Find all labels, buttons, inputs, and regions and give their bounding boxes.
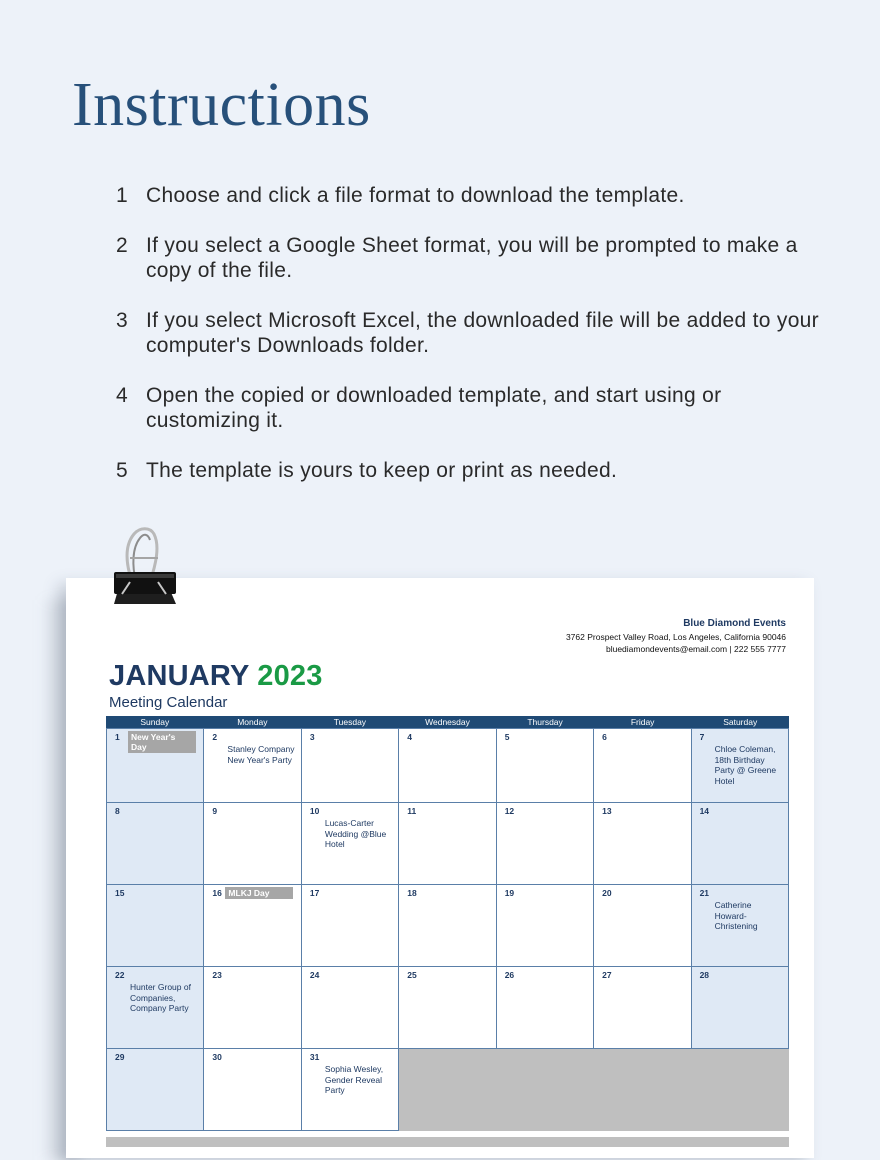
day-number: 13	[602, 806, 612, 816]
day-cell[interactable]	[497, 885, 594, 967]
day-cell[interactable]	[302, 967, 399, 1049]
instruction-step	[116, 383, 836, 433]
calendar-sheet	[66, 578, 814, 1158]
instruction-step	[116, 458, 836, 483]
day-number: 21	[699, 888, 710, 898]
day-number: 9	[212, 806, 218, 816]
day-cell[interactable]	[302, 1049, 399, 1131]
day-cell[interactable]	[107, 885, 204, 967]
weekday-label: Monday	[237, 717, 268, 727]
day-number: 20	[602, 888, 612, 898]
instruction-step	[116, 233, 836, 283]
day-cell[interactable]	[204, 885, 301, 967]
day-cell[interactable]	[399, 729, 496, 803]
empty-row-strip	[106, 1137, 789, 1147]
day-cell[interactable]	[107, 729, 204, 803]
step-text: Choose and click a file format to download the template.	[146, 184, 685, 207]
day-cell[interactable]	[107, 1049, 204, 1131]
month-heading	[109, 660, 323, 693]
day-number: 5	[504, 732, 510, 742]
day-number: 17	[309, 888, 320, 898]
day-cell[interactable]	[399, 967, 496, 1049]
step-number: 3	[116, 309, 128, 332]
year: 2023	[257, 660, 323, 692]
day-number: 18	[407, 888, 417, 898]
company-name: Blue Diamond Events	[683, 618, 786, 629]
day-number: 8	[115, 806, 120, 816]
weekday-label: Thursday	[527, 717, 563, 727]
calendar-grid	[106, 716, 789, 1131]
day-grid	[106, 728, 789, 1131]
day-cell[interactable]	[204, 967, 301, 1049]
day-cell[interactable]	[594, 803, 691, 885]
day-cell[interactable]	[594, 729, 691, 803]
day-number: 1	[115, 732, 120, 742]
day-number: 28	[699, 970, 710, 980]
day-cell[interactable]	[302, 885, 399, 967]
day-cell[interactable]	[692, 885, 789, 967]
weekday-label: Saturday	[723, 717, 758, 727]
event-text: Sophia Wesley, Gender Reveal Party	[324, 1064, 384, 1095]
day-number: 27	[602, 970, 612, 980]
holiday-label: New Year's Day	[128, 731, 196, 753]
day-cell[interactable]	[594, 967, 691, 1049]
day-number: 4	[407, 732, 413, 742]
weekday-header	[106, 716, 789, 728]
day-cell[interactable]	[302, 729, 399, 803]
step-number: 5	[116, 459, 128, 482]
day-cell[interactable]	[204, 1049, 301, 1131]
weekday-label: Tuesday	[333, 717, 367, 727]
company-address: 3762 Prospect Valley Road, Los Angeles, California 90046	[565, 631, 786, 642]
day-number: 30	[212, 1052, 222, 1062]
day-cell[interactable]	[399, 885, 496, 967]
calendar-subtitle: Meeting Calendar	[109, 694, 228, 711]
day-number: 2	[212, 732, 218, 742]
event-text: Lucas-Carter Wedding @Blue Hotel	[324, 818, 387, 849]
day-number: 15	[115, 888, 125, 898]
day-number: 24	[309, 970, 320, 980]
weekday-label: Sunday	[140, 717, 170, 727]
page-title: Instructions	[72, 71, 371, 139]
empty-cell	[399, 1049, 789, 1131]
event-text: Hunter Group of Companies, Company Party	[130, 982, 191, 1013]
weekday-label: Friday	[630, 717, 655, 727]
step-text: If you select Microsoft Excel, the downloaded file will be added to your computer's Downloads folder.	[146, 309, 819, 357]
step-text: The template is yours to keep or print as needed.	[146, 459, 618, 482]
day-number: 29	[115, 1052, 125, 1062]
instruction-step	[116, 183, 836, 208]
day-number: 31	[309, 1052, 320, 1062]
day-cell[interactable]	[594, 885, 691, 967]
day-cell[interactable]	[107, 803, 204, 885]
instruction-step	[116, 308, 836, 358]
binder-clip-icon	[106, 524, 182, 614]
day-number: 16	[212, 888, 222, 898]
day-number: 12	[504, 806, 515, 816]
company-contact: bluediamondevents@email.com | 222 555 7777	[605, 644, 786, 654]
day-cell[interactable]	[302, 803, 399, 885]
step-number: 4	[116, 384, 128, 407]
step-text: Open the copied or downloaded template, and start using or customizing it.	[146, 384, 722, 432]
day-cell[interactable]	[692, 729, 789, 803]
day-number: 23	[212, 970, 222, 980]
month-name: JANUARY	[109, 660, 249, 692]
day-cell[interactable]	[204, 803, 301, 885]
day-number: 10	[309, 806, 320, 816]
day-cell[interactable]	[204, 729, 301, 803]
day-number: 14	[699, 806, 710, 816]
event-text: Chloe Coleman, 18th Birthday Party @ Greene Hotel	[714, 744, 777, 786]
day-number: 7	[699, 732, 705, 742]
step-text: If you select a Google Sheet format, you will be prompted to make a copy of the file.	[146, 234, 798, 282]
company-info	[566, 618, 786, 656]
day-number: 26	[504, 970, 515, 980]
day-cell[interactable]	[399, 803, 496, 885]
day-number: 3	[309, 732, 315, 742]
step-number: 1	[116, 184, 128, 207]
day-cell[interactable]	[497, 967, 594, 1049]
day-number: 19	[504, 888, 515, 898]
step-number: 2	[116, 234, 128, 257]
event-text: Catherine Howard-Christening	[714, 900, 758, 931]
holiday-label: MLKJ Day	[225, 887, 293, 899]
day-cell[interactable]	[107, 967, 204, 1049]
instruction-list	[116, 183, 836, 508]
day-cell[interactable]	[497, 803, 594, 885]
event-text: Stanley Company New Year's Party	[227, 744, 295, 765]
day-number: 22	[115, 970, 125, 980]
weekday-label: Wednesday	[425, 717, 470, 727]
day-cell[interactable]	[692, 967, 789, 1049]
day-number: 6	[602, 732, 607, 742]
day-cell[interactable]	[497, 729, 594, 803]
day-cell[interactable]	[692, 803, 789, 885]
day-number: 25	[407, 970, 417, 980]
day-number: 11	[407, 806, 417, 816]
